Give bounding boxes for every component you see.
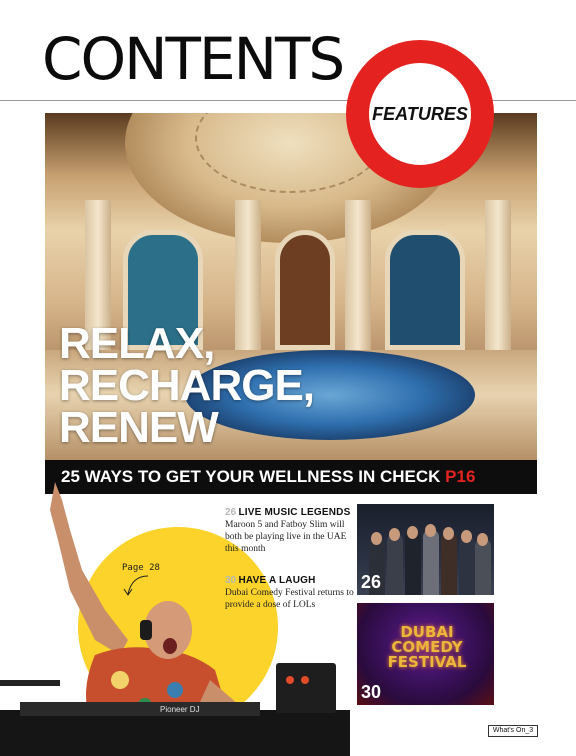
features-badge-label: FEATURES	[372, 104, 468, 124]
hero-headline-line: RECHARGE,	[59, 361, 315, 410]
hero-arch	[385, 230, 465, 350]
band-member	[423, 529, 439, 595]
band-member-head	[389, 528, 400, 541]
dj-monitor	[276, 663, 336, 713]
story-headline: HAVE A LAUGH	[238, 575, 316, 586]
hero-banner-text: 25 WAYS TO GET YOUR WELLNESS IN CHECK	[61, 467, 441, 486]
festival-sign-line: FESTIVAL	[387, 653, 467, 671]
comedy-festival-photo[interactable]	[357, 603, 494, 705]
photo-page-label: 26	[361, 572, 382, 592]
curved-arrow-icon	[118, 574, 158, 598]
story-body: Maroon 5 and Fatboy Slim will both be playing live in the UAE this month	[225, 520, 347, 554]
page-reference-note: Page 28	[122, 563, 160, 573]
band-member-head	[443, 527, 454, 540]
story-body: Dubai Comedy Festival returns to provide a dose of LOLs	[225, 588, 354, 610]
hero-headline-line: RELAX,	[59, 319, 215, 368]
band-member-head	[477, 533, 488, 546]
hero-column	[345, 200, 371, 370]
dj-deck-brand: Pioneer DJ	[160, 705, 200, 714]
photo-page-label: 30	[361, 682, 382, 702]
story-page-number: 30	[225, 575, 237, 586]
band-photo[interactable]	[357, 504, 494, 595]
dj-deck-top	[20, 702, 260, 716]
band-member	[405, 531, 421, 595]
hero-headline	[59, 319, 315, 452]
hero-headline-line: RENEW	[59, 403, 218, 452]
hero-banner-page: P16	[445, 467, 476, 486]
band-member	[387, 533, 403, 595]
band-member-head	[425, 524, 436, 537]
band-member-head	[407, 526, 418, 539]
page-folio: What's On_3	[488, 725, 538, 737]
dj-raised-arm	[50, 482, 128, 655]
band-member	[475, 538, 491, 595]
dj-monitor-knob	[301, 676, 309, 684]
dj-monitor-knob	[286, 676, 294, 684]
band-member	[441, 532, 457, 595]
dj-deck	[0, 710, 350, 756]
festival-sign-line: COMEDY	[391, 638, 463, 656]
story-page-number: 26	[225, 507, 237, 518]
dj-headphones	[140, 620, 152, 640]
band-member	[459, 535, 475, 595]
page-title: CONTENTS	[42, 25, 344, 93]
band-member-head	[371, 532, 382, 545]
story-item[interactable]	[225, 575, 355, 611]
story-headline: LIVE MUSIC LEGENDS	[238, 507, 351, 518]
band-member-head	[461, 530, 472, 543]
hero-column	[485, 200, 511, 370]
story-item[interactable]	[225, 507, 355, 555]
festival-sign	[377, 625, 477, 670]
dj-mouth	[163, 638, 177, 654]
dj-mic-stand	[0, 680, 60, 686]
festival-sign-line: DUBAI	[400, 623, 454, 641]
dj-shirt-pattern	[167, 682, 183, 698]
dj-shirt-pattern	[111, 671, 129, 689]
